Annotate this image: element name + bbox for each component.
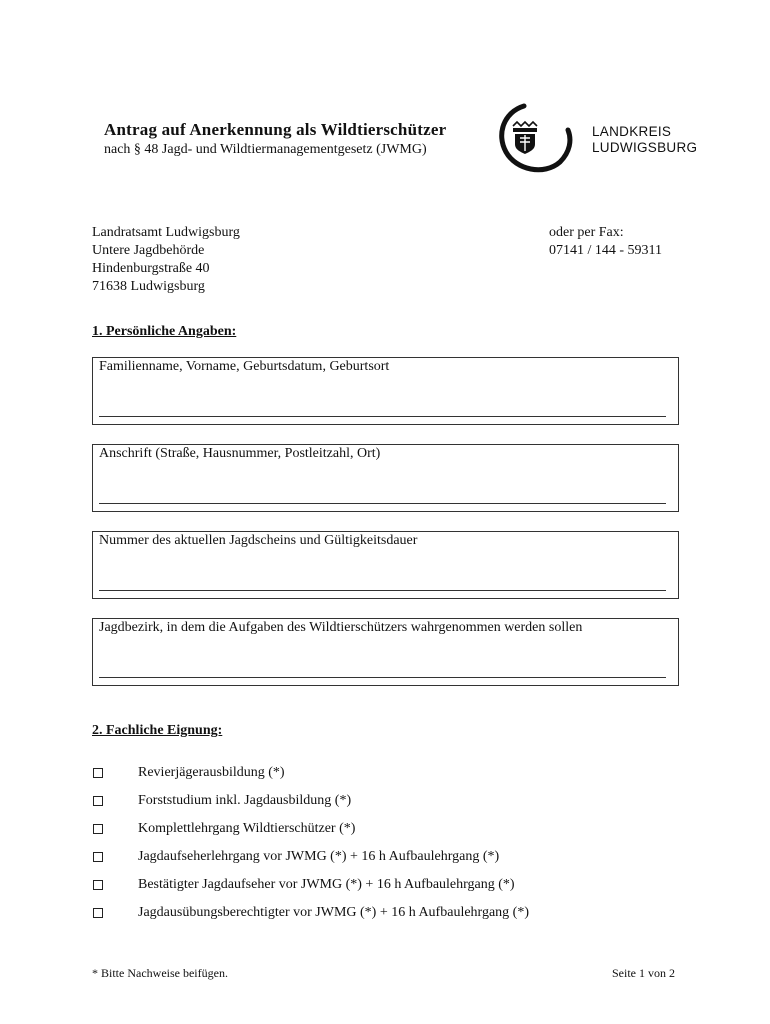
section-heading-personal: 1. Persönliche Angaben: [92,324,237,339]
form-subtitle: nach § 48 Jagd- und Wildtiermanagementgesetz (JWMG) [104,142,427,157]
recipient-address [92,224,240,296]
checkbox-label: Revierjägerausbildung (*) [138,765,285,780]
field-underline [99,677,666,678]
field-underline [99,416,666,417]
field-label: Jagdbezirk, in dem die Aufgaben des Wildtierschützers wahrgenommen werden sollen [99,620,583,635]
field-label: Familienname, Vorname, Geburtsdatum, Geburtsort [99,359,390,374]
field-underline [99,503,666,504]
checkbox-label: Komplettlehrgang Wildtierschützer (*) [138,821,356,836]
fax-info [549,224,662,260]
logo-text [592,124,697,156]
checkbox-label: Jagdaufseherlehrgang vor JWMG (*) + 16 h Aufbaulehrgang (*) [138,849,500,864]
address-field[interactable] [92,444,679,512]
field-label: Nummer des aktuellen Jagdscheins und Gültigkeitsdauer [99,533,418,548]
logo-text-line1: LANDKREIS [592,124,672,139]
fax-label: oder per Fax: [549,225,624,240]
checkbox-label: Forststudium inkl. Jagdausbildung (*) [138,793,352,808]
checkbox-label: Bestätigter Jagdaufseher vor JWMG (*) + 16 h Aufbaulehrgang (*) [138,877,515,892]
hunting-district-field[interactable] [92,618,679,686]
checkbox[interactable] [93,852,103,862]
page-number: Seite 1 von 2 [612,966,675,980]
name-birth-field[interactable] [92,357,679,425]
field-label: Anschrift (Straße, Hausnummer, Postleitzahl, Ort) [99,446,381,461]
section-heading-qualification: 2. Fachliche Eignung: [92,723,223,738]
fax-number: 07141 / 144 - 59311 [549,243,663,258]
landkreis-logo [494,100,574,176]
address-line: Landratsamt Ludwigsburg [92,225,240,240]
hunting-license-field[interactable] [92,531,679,599]
form-title: Antrag auf Anerkennung als Wildtierschützer [104,120,447,139]
footnote: * Bitte Nachweise beifügen. [92,966,228,980]
checkbox[interactable] [93,796,103,806]
checkbox[interactable] [93,768,103,778]
logo-text-line2: LUDWIGSBURG [592,140,698,155]
address-line: 71638 Ludwigsburg [92,279,205,294]
checkbox[interactable] [93,908,103,918]
checkbox[interactable] [93,824,103,834]
checkbox-label: Jagdausübungsberechtigter vor JWMG (*) + 16 h Aufbaulehrgang (*) [138,905,529,920]
checkbox[interactable] [93,880,103,890]
address-line: Untere Jagdbehörde [92,243,205,258]
field-underline [99,590,666,591]
address-line: Hindenburgstraße 40 [92,261,210,276]
